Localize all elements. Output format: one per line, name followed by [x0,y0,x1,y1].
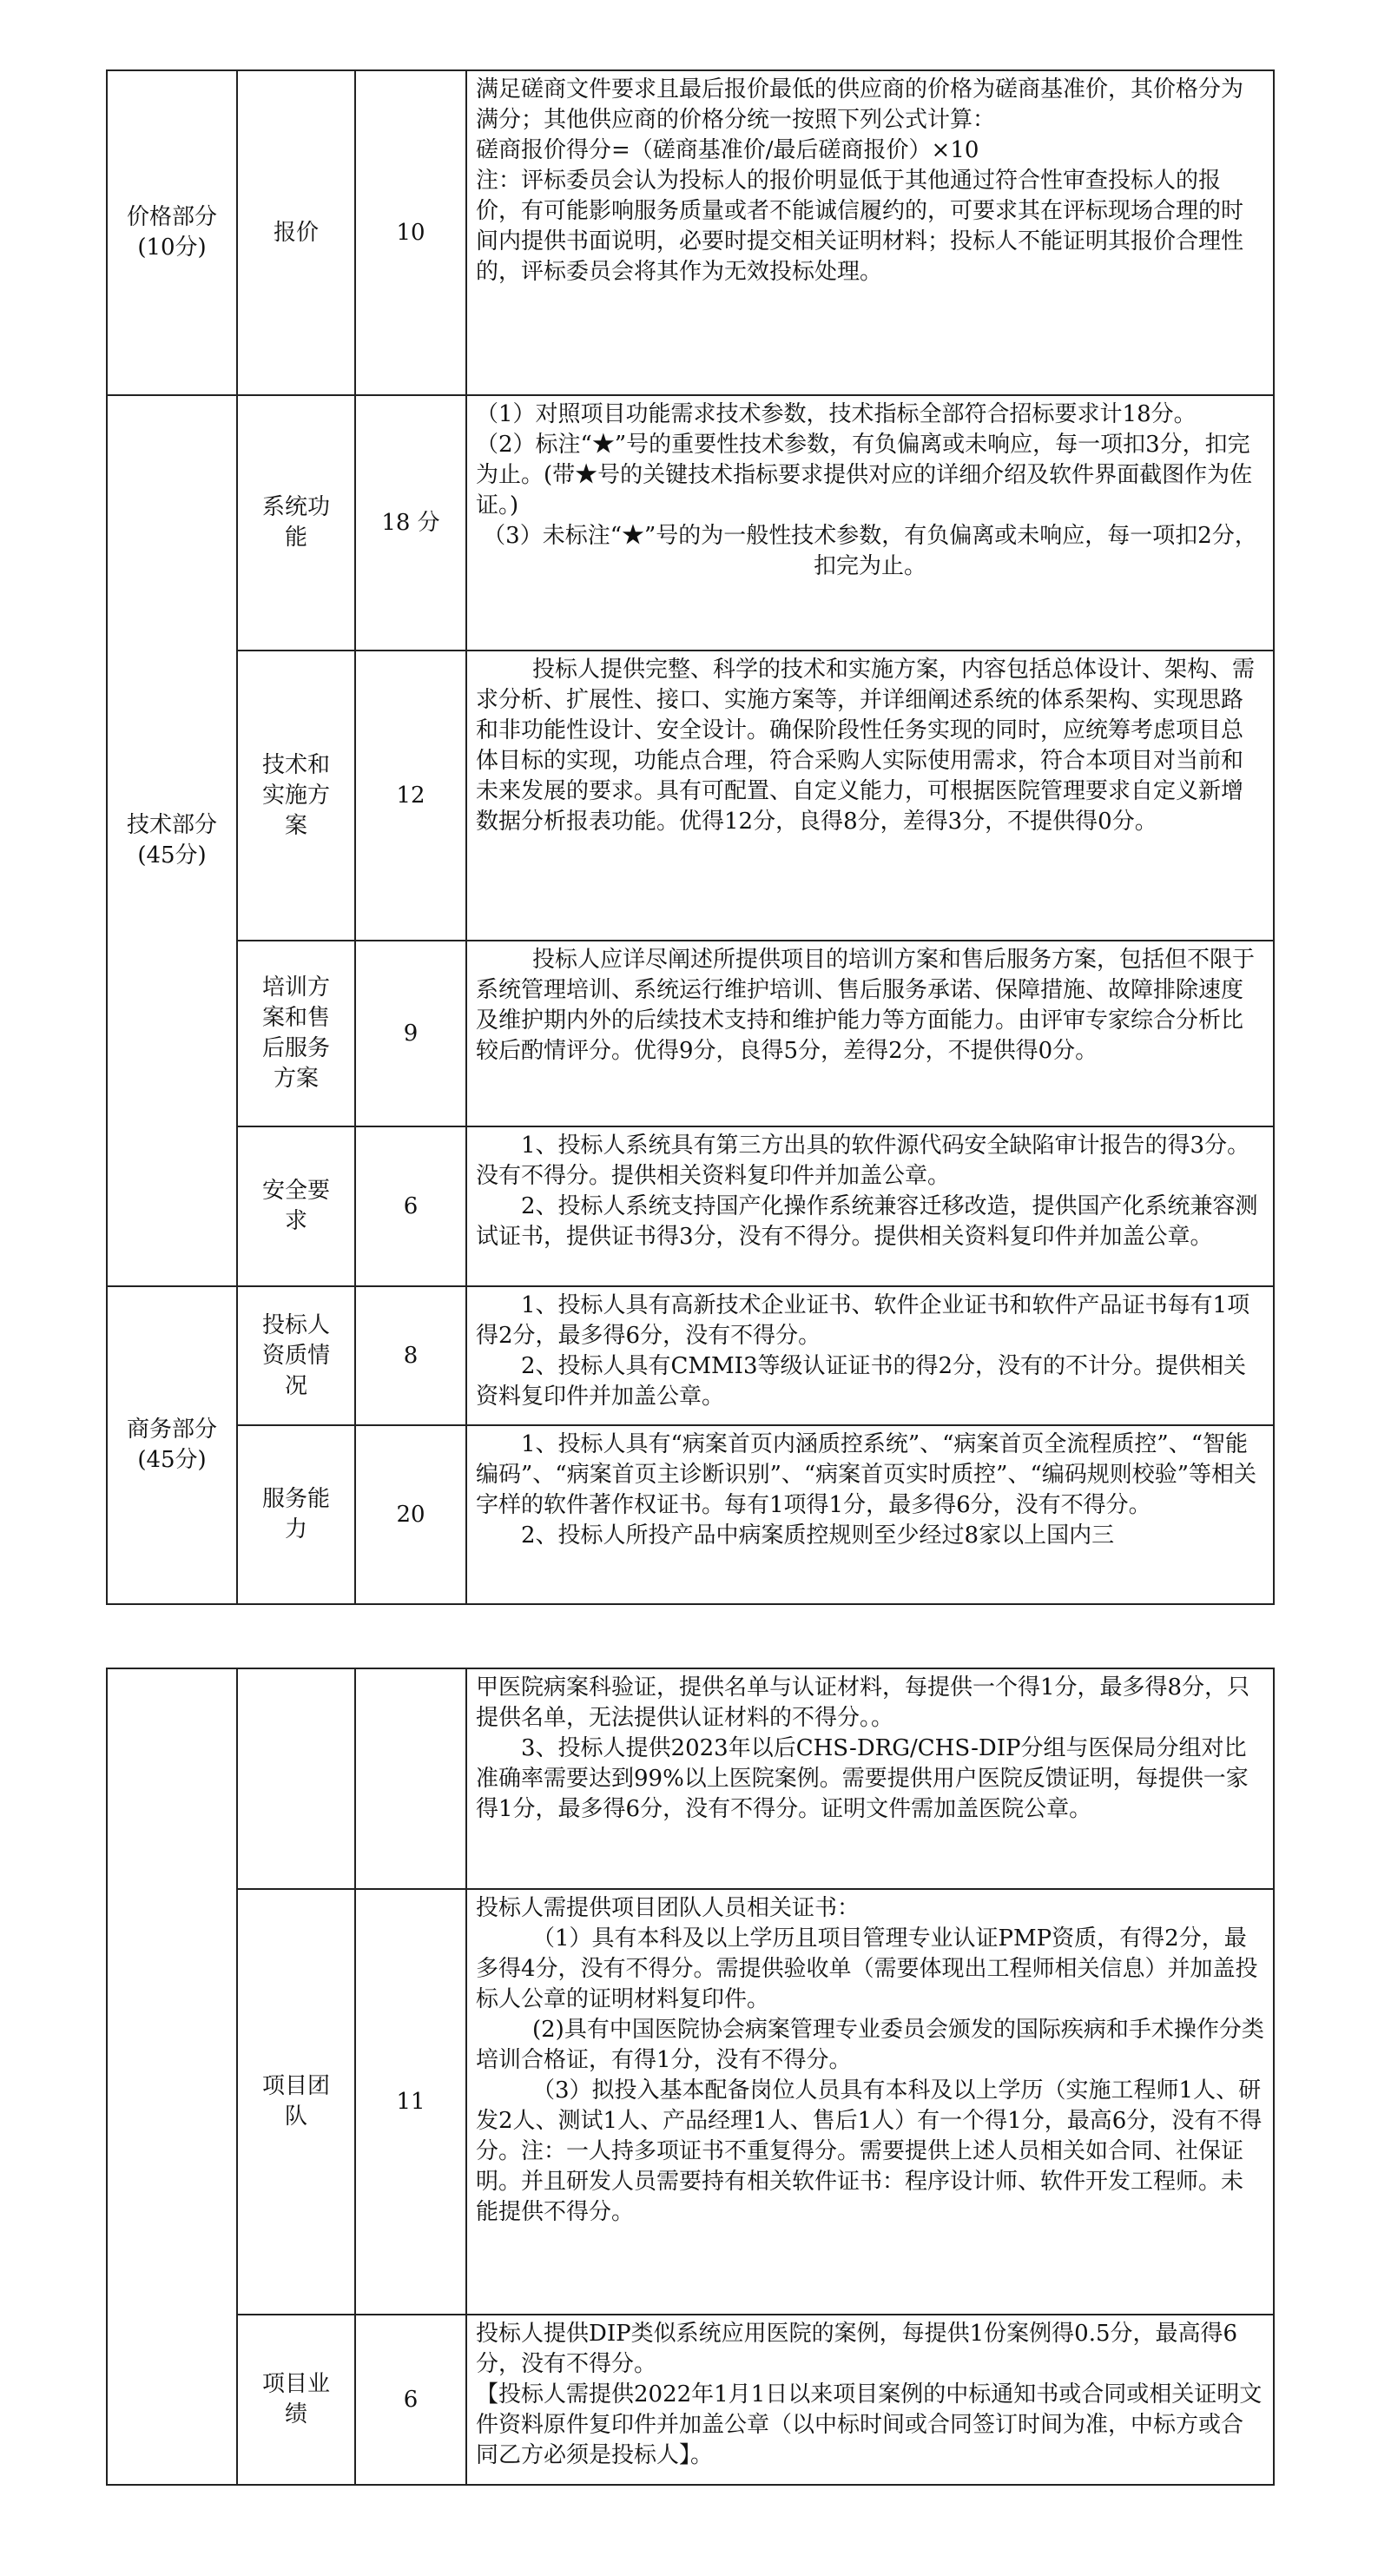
table-row [107,1425,1274,1604]
criteria-paragraph: 1、投标人具有“病案首页内涵质控系统”、“病案首页全流程质控”、“智能编码”、“病案首页主诊断识别”、“病案首页实时质控”、“编码规则校验”等相关字样的软件著作权证书。每有1项得1分，最多得6分，没有不得分。 [476,1431,1257,1518]
item-security: 安全要求 [237,1126,355,1286]
score-value: 10 [355,70,466,395]
criteria-description [466,651,1274,941]
criteria-paragraph: 投标人提供DIP类似系统应用医院的案例，每提供1份案例得0.5分，最高得6分，没有不得分。 [476,2321,1238,2377]
score-value: 20 [355,1425,466,1604]
scoring-table-part1 [106,69,1275,1605]
criteria-paragraph: 甲医院病案科验证，提供名单与认证材料，每提供一个得1分，最多得8分，只提供名单，无法提供认证材料的不得分。。 [476,1674,1250,1731]
score-value: 6 [355,1126,466,1286]
table-row [107,2315,1274,2485]
criteria-paragraph: 2、投标人具有CMMI3等级认证证书的得2分，没有的不计分。提供相关资料复印件并加盖公章。 [476,1353,1247,1410]
table-row [107,1889,1274,2315]
criteria-description [466,1889,1274,2315]
score-value: 9 [355,941,466,1126]
criteria-description [466,70,1274,395]
criteria-description [466,2315,1274,2485]
category-business: 商务部分(45分) [107,1286,237,1604]
criteria-paragraph: （3）未标注“★”号的为一般性技术参数，有负偏离或未响应，每一项扣2分，扣完为止。 [483,523,1257,579]
criteria-paragraph: 2、投标人所投产品中病案质控规则至少经过8家以上国内三 [521,1522,1115,1549]
criteria-paragraph: （1）对照项目功能需求技术参数，技术指标全部符合招标要求计18分。 [476,401,1197,427]
score-value: 8 [355,1286,466,1425]
criteria-description [466,941,1274,1126]
criteria-paragraph: 【投标人需提供2022年1月1日以来项目案例的中标通知书或合同或相关证明文件资料原件复印件并加盖公章（以中标时间或合同签订时间为准，中标方或合同乙方必须是投标人】。 [476,2381,1263,2468]
table-row [107,651,1274,941]
criteria-description [466,1668,1274,1889]
category-business-continued [107,1668,237,2485]
score-value: 12 [355,651,466,941]
criteria-paragraph: （3）拟投入基本配备岗位人员具有本科及以上学历（实施工程师1人、研发2人、测试1人、产品经理1人、售后1人）有一个得1分，最高6分，没有不得分。注：一人持多项证书不重复得分。需要提供上述人员相关如合同、社保证明。并且研发人员需要持有相关软件证书：程序设计师、软件开发工程师。未能提供不得分。 [476,2077,1263,2225]
item-tech-plan: 技术和实施方案 [237,651,355,941]
table-row [107,1126,1274,1286]
criteria-formula: 磋商报价得分=（磋商基准价/最后磋商报价）×10 [476,137,979,163]
table-row [107,941,1274,1126]
score-value: 18 分 [355,395,466,651]
table-row [107,1286,1274,1425]
score-value: 6 [355,2315,466,2485]
criteria-paragraph: 注：评标委员会认为投标人的报价明显低于其他通过符合性审查投标人的报价，有可能影响服务质量或者不能诚信履约的，可要求其在评标现场合理的时间内提供书面说明，必要时提交相关证明材料；投标人不能证明其报价合理性的，评标委员会将其作为无效投标处理。 [476,168,1244,285]
criteria-paragraph: 1、投标人系统具有第三方出具的软件源代码安全缺陷审计报告的得3分。没有不得分。提供相关资料复印件并加盖公章。 [476,1133,1250,1189]
score-value [355,1668,466,1889]
criteria-paragraph: 3、投标人提供2023年以后CHS-DRG/CHS-DIP分组与医保局分组对比准确率需要达到99%以上医院案例。需要提供用户医院反馈证明，每提供一家得1分，最多得6分，没有不得分。证明文件需加盖医院公章。 [476,1735,1249,1822]
criteria-paragraph: （2）标注“★”号的重要性技术参数，有负偏离或未响应，每一项扣3分，扣完为止。(带★号的关键技术指标要求提供对应的详细介绍及软件界面截图作为佐证。) [476,432,1253,519]
criteria-paragraph: 1、投标人具有高新技术企业证书、软件企业证书和软件产品证书每有1项得2分，最多得6分，没有不得分。 [476,1292,1250,1349]
criteria-paragraph: （1）具有本科及以上学历且项目管理专业认证PMP资质，有得2分，最多得4分，没有不得分。需提供验收单（需要体现出工程师相关信息）并加盖投标人公章的证明材料复印件。 [476,1925,1258,2012]
criteria-description [466,1425,1274,1604]
criteria-paragraph: (2)具有中国医院协会病案管理专业委员会颁发的国际疾病和手术操作分类培训合格证，有得1分，没有不得分。 [476,2017,1264,2073]
table-row [107,395,1274,651]
criteria-paragraph: 满足磋商文件要求且最后报价最低的供应商的价格为磋商基准价，其价格分为满分；其他供应商的价格分统一按照下列公式计算： [476,76,1244,133]
item-project-team: 项目团队 [237,1889,355,2315]
criteria-paragraph: 投标人需提供项目团队人员相关证书： [476,1895,860,1921]
table-row [107,70,1274,395]
item-service-capability: 服务能力 [237,1425,355,1604]
item-system-function: 系统功能 [237,395,355,651]
category-technical: 技术部分(45分) [107,395,237,1286]
criteria-description [466,1126,1274,1286]
score-value: 11 [355,1889,466,2315]
criteria-description [466,1286,1274,1425]
item-project-performance: 项目业绩 [237,2315,355,2485]
item-continued [237,1668,355,1889]
table-row [107,1668,1274,1889]
scoring-table-part2 [106,1668,1275,2486]
criteria-description [466,395,1274,651]
item-qualification: 投标人资质情况 [237,1286,355,1425]
criteria-paragraph: 投标人提供完整、科学的技术和实施方案，内容包括总体设计、架构、需求分析、扩展性、接口、实施方案等，并详细阐述系统的体系架构、实现思路和非功能性设计、安全设计。确保阶段性任务实现的同时，应统筹考虑项目总体目标的实现，功能点合理，符合采购人实际使用需求，符合本项目对当前和未来发展的要求。具有可配置、自定义能力，可根据医院管理要求自定义新增数据分析报表功能。优得12分，良得8分，差得3分，不提供得0分。 [476,657,1256,835]
item-quote: 报价 [237,70,355,395]
criteria-paragraph: 2、投标人系统支持国产化操作系统兼容迁移改造，提供国产化系统兼容测试证书，提供证书得3分，没有不得分。提供相关资料复印件并加盖公章。 [476,1193,1258,1250]
item-training-service: 培训方案和售后服务方案 [237,941,355,1126]
criteria-paragraph: 投标人应详尽阐述所提供项目的培训方案和售后服务方案，包括但不限于系统管理培训、系统运行维护培训、售后服务承诺、保障措施、故障排除速度及维护期内外的后续技术支持和维护能力等方面能力。由评审专家综合分析比较后酌情评分。优得9分，良得5分，差得2分，不提供得0分。 [476,947,1256,1064]
category-price: 价格部分(10分) [107,70,237,395]
